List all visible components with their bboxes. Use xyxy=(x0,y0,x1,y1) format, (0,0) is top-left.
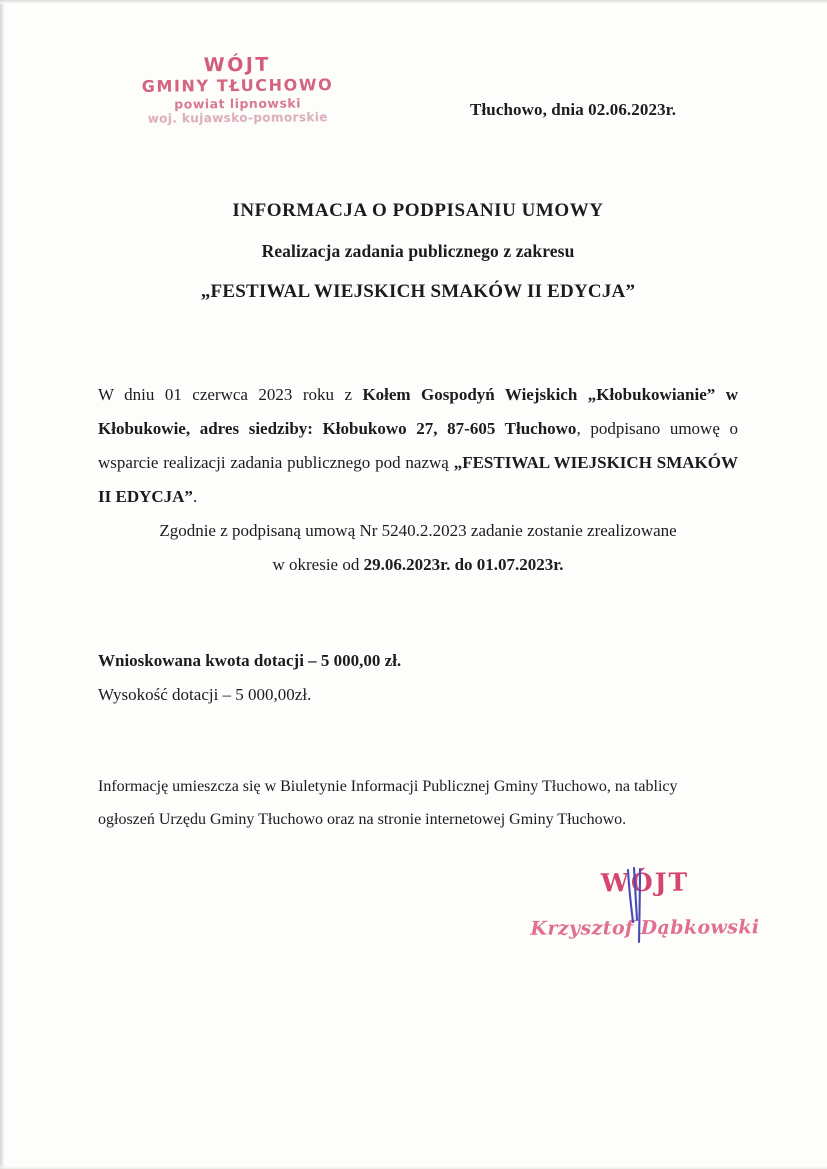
header-stamp-line-wojt: WÓJT xyxy=(203,53,271,77)
page-subtitle: Realizacja zadania publicznego z zakresu xyxy=(261,241,575,261)
paragraph-main-bold2: „FESTIWAL WIEJSKICH SMAKÓW II EDYCJA” xyxy=(98,453,738,506)
signature-stamp-name: Krzysztof Dąbkowski xyxy=(530,916,760,940)
paragraph-contract-line2 xyxy=(98,548,738,582)
signature-block xyxy=(520,868,770,939)
requested-grant-amount: Wnioskowana kwota dotacji – 5 000,00 zł. xyxy=(98,651,402,670)
header-stamp-line-gmina: GMINY TŁUCHOWO xyxy=(141,75,334,97)
publication-note-line1: Informację umieszcza się w Biuletynie Informacji Publicznej Gminy Tłuchowo, na tablicy xyxy=(98,778,678,795)
paragraph-main-part3: . xyxy=(192,487,198,506)
amounts-block xyxy=(98,644,738,712)
scan-edge-top xyxy=(0,0,827,4)
paragraph-main-part1: W dniu 01 czerwca 2023 roku z xyxy=(98,385,363,404)
title-block xyxy=(98,200,738,303)
paragraph-main-part2: , podpisano umowę o wsparcie realizacji zadania publicznego pod nazwą xyxy=(98,419,738,472)
paragraph-main-bold1: Kołem Gospodyń Wiejskich „Kłobukowianie” w Kłobukowie, adres siedziby: Kłobukowo 27, 87-605 Tłuchowo xyxy=(98,385,738,438)
granted-amount: Wysokość dotacji – 5 000,00zł. xyxy=(98,685,312,704)
scan-edge-left xyxy=(0,0,5,1169)
paragraph-contract-prefix: w okresie od xyxy=(272,555,364,574)
paragraph-contract-line1: Zgodnie z podpisaną umową Nr 5240.2.2023 zadanie zostanie zrealizowane xyxy=(159,521,677,540)
publication-note xyxy=(98,770,738,836)
page-title: INFORMACJA O PODPISANIU UMOWY xyxy=(232,200,604,221)
signature-stamp-title: WÓJT xyxy=(600,867,690,898)
paragraph-main xyxy=(98,378,738,514)
publication-note-line2: ogłoszeń Urzędu Gminy Tłuchowo oraz na stronie internetowej Gminy Tłuchowo. xyxy=(98,811,627,828)
date-line: Tłuchowo, dnia 02.06.2023r. xyxy=(470,100,677,119)
header-stamp-line-wojewodztwo: woj. kujawsko-pomorskie xyxy=(147,110,328,126)
paragraph-contract-period: 29.06.2023r. do 01.07.2023r. xyxy=(363,555,564,574)
header-office-stamp xyxy=(130,54,346,126)
body-block xyxy=(98,378,738,582)
header-stamp-line-powiat: powiat lipnowski xyxy=(174,95,302,112)
task-name-title: „FESTIWAL WIEJSKICH SMAKÓW II EDYCJA” xyxy=(200,281,636,302)
